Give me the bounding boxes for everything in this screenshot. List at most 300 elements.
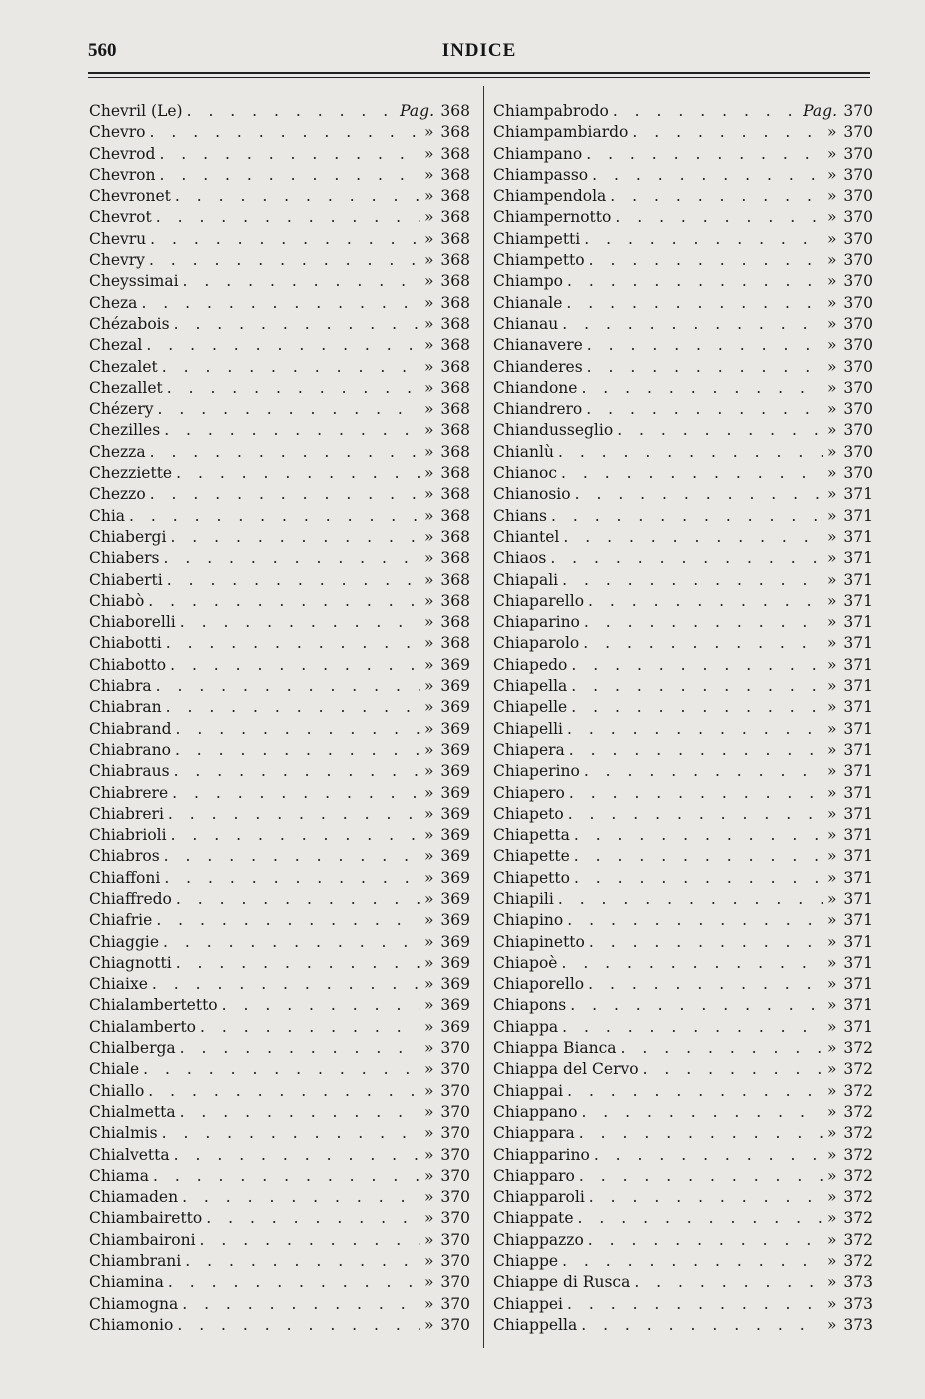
index-entry [89, 655, 470, 676]
entry-ditto-mark: » [827, 996, 837, 1015]
entry-page-number: 368 [440, 591, 470, 610]
index-entry [89, 1187, 470, 1208]
entry-name: Cheza [89, 293, 138, 312]
entry-page-number: 368 [440, 144, 470, 163]
dot-leader [176, 719, 420, 740]
dot-leader [584, 229, 823, 250]
index-entry [89, 633, 470, 654]
entry-ditto-mark: » [424, 464, 434, 483]
index-entry [493, 101, 873, 122]
index-entry [493, 953, 873, 974]
entry-page-number: 368 [440, 378, 470, 397]
entry-name: Chiabers [89, 549, 160, 568]
entry-ditto-mark: » [424, 868, 434, 887]
entry-name: Chiaperino [493, 762, 580, 781]
entry-page-number: 370 [843, 187, 873, 206]
entry-page-number: 371 [843, 527, 873, 546]
index-entry [493, 378, 873, 399]
entry-page-number: 369 [440, 655, 470, 674]
entry-ditto-mark: » [424, 932, 434, 951]
entry-ditto-mark: » [827, 421, 837, 440]
entry-name: Chiampambiardo [493, 123, 629, 142]
index-entry [493, 995, 873, 1016]
entry-ditto-mark: » [827, 570, 837, 589]
dot-leader [180, 1102, 420, 1123]
entry-ditto-mark: » [827, 314, 837, 333]
index-entry [89, 1017, 470, 1038]
page-header [88, 40, 870, 68]
entry-name: Chiallo [89, 1081, 145, 1100]
entry-name: Chianale [493, 293, 563, 312]
entry-ditto-mark: » [827, 506, 837, 525]
entry-ditto-mark: » [424, 1252, 434, 1271]
entry-page-number: 372 [843, 1102, 873, 1121]
entry-ditto-mark: » [827, 953, 837, 972]
entry-name: Chiantel [493, 527, 560, 546]
dot-leader [167, 570, 420, 591]
entry-page-number: 372 [843, 1081, 873, 1100]
dot-leader [187, 101, 397, 122]
entry-name: Chiafrie [89, 911, 153, 930]
index-entry [89, 570, 470, 591]
index-entry [89, 995, 470, 1016]
entry-name: Chianosio [493, 485, 571, 504]
header-rule-thin [88, 77, 870, 78]
dot-leader [562, 1017, 823, 1038]
entry-ditto-mark: » [827, 442, 837, 461]
entry-name: Chiabotto [89, 655, 167, 674]
dot-leader [581, 1102, 823, 1123]
entry-ditto-mark: » [827, 932, 837, 951]
entry-ditto-mark: » [424, 783, 434, 802]
dot-leader [175, 740, 420, 761]
entry-page-number: 372 [843, 1124, 873, 1143]
entry-ditto-mark: » [827, 847, 837, 866]
index-entry [493, 1017, 873, 1038]
dot-leader [156, 207, 420, 228]
dot-leader [166, 633, 420, 654]
entry-ditto-mark: » [827, 208, 837, 227]
entry-name: Chiapino [493, 911, 564, 930]
dot-leader [143, 1059, 420, 1080]
dot-leader [172, 783, 420, 804]
index-entry [89, 293, 470, 314]
dot-leader [587, 335, 823, 356]
entry-ditto-mark: » [424, 442, 434, 461]
entry-ditto-mark: » [424, 1294, 434, 1313]
entry-page-number: 370 [843, 123, 873, 142]
entry-name: Chiampetti [493, 229, 581, 248]
entry-name: Chianlù [493, 442, 554, 461]
entry-name: Chevry [89, 251, 145, 270]
entry-ditto-mark: » [424, 1102, 434, 1121]
entry-name: Chiampo [493, 272, 563, 291]
entry-page-number: 370 [843, 102, 873, 120]
index-entry [493, 868, 873, 889]
index-entry [89, 484, 470, 505]
entry-name: Chiabergi [89, 527, 167, 546]
entry-name: Chiabrioli [89, 826, 167, 845]
dot-leader [583, 633, 823, 654]
entry-ditto-mark: » [827, 144, 837, 163]
entry-ditto-mark: » [424, 1124, 434, 1143]
dot-leader [550, 548, 823, 569]
entry-name: Chevron [89, 165, 156, 184]
entry-page-number: 371 [843, 762, 873, 781]
entry-page-number: 372 [843, 1060, 873, 1079]
entry-ditto-mark: » [424, 634, 434, 653]
entry-name: Chevrot [89, 208, 152, 227]
index-entry [89, 825, 470, 846]
entry-ditto-mark: » [827, 719, 837, 738]
entry-name: Chiale [89, 1060, 140, 1079]
entry-ditto-mark: » [827, 1315, 837, 1334]
index-entry [493, 1166, 873, 1187]
entry-page-number: 371 [843, 613, 873, 632]
index-entry [493, 783, 873, 804]
entry-page-number: 370 [843, 314, 873, 333]
dot-leader [206, 1208, 420, 1229]
entry-page-number: 371 [843, 868, 873, 887]
index-entry [493, 570, 873, 591]
index-entry [89, 719, 470, 740]
dot-leader [584, 612, 823, 633]
dot-leader [588, 591, 823, 612]
index-entry [493, 122, 873, 143]
entry-ditto-mark: » [424, 677, 434, 696]
dot-leader [164, 868, 420, 889]
entry-ditto-mark: » [827, 655, 837, 674]
entry-name: Chiapette [493, 847, 570, 866]
dot-leader [182, 1187, 420, 1208]
entry-ditto-mark: » [827, 677, 837, 696]
dot-leader [200, 1017, 420, 1038]
entry-ditto-mark: » [827, 464, 837, 483]
dot-leader [574, 846, 823, 867]
dot-leader [561, 953, 823, 974]
entry-ditto-mark: » [424, 357, 434, 376]
entry-page-number: 369 [440, 698, 470, 717]
entry-page-number: 371 [843, 847, 873, 866]
entry-ditto-mark: » [424, 889, 434, 908]
dot-leader [563, 527, 823, 548]
entry-page-number: 370 [843, 229, 873, 248]
entry-ditto-mark: » [424, 1017, 434, 1036]
entry-page-number: 370 [440, 1252, 470, 1271]
entry-name: Chevronet [89, 187, 171, 206]
entry-name: Chiampano [493, 144, 583, 163]
entry-page-number: 373 [843, 1315, 873, 1334]
index-entry [89, 740, 470, 761]
page-title: INDICE [441, 40, 517, 61]
entry-ditto-mark: » [424, 506, 434, 525]
index-entry [493, 293, 873, 314]
entry-ditto-mark: » [424, 421, 434, 440]
dot-leader [621, 1038, 823, 1059]
entry-page-number: 371 [843, 677, 873, 696]
dot-leader [632, 122, 823, 143]
entry-ditto-mark: » [827, 1209, 837, 1228]
entry-ditto-mark: » [827, 293, 837, 312]
index-entry [89, 1294, 470, 1315]
entry-name: Chiappa [493, 1017, 559, 1036]
dot-leader [634, 1272, 823, 1293]
entry-name: Chiappei [493, 1294, 564, 1313]
entry-ditto-mark: » [827, 911, 837, 930]
page-number: 560 [88, 40, 117, 61]
index-entry [493, 527, 873, 548]
entry-name: Chialamberto [89, 1017, 197, 1036]
entry-ditto-mark: » [827, 378, 837, 397]
index-entry [493, 655, 873, 676]
entry-ditto-mark: » [827, 1188, 837, 1207]
dot-leader [200, 1230, 420, 1251]
entry-ditto-mark: » [827, 527, 837, 546]
dot-leader [562, 314, 823, 335]
dot-leader [581, 1315, 823, 1336]
entry-ditto-mark: » [827, 229, 837, 248]
index-entry [493, 144, 873, 165]
entry-name: Chianavere [493, 336, 583, 355]
entry-name: Chianoc [493, 464, 558, 483]
entry-ditto-mark: » [424, 740, 434, 759]
entry-name: Chiaffoni [89, 868, 161, 887]
entry-name: Chiapili [493, 889, 554, 908]
index-entry [89, 697, 470, 718]
index-entry [89, 1251, 470, 1272]
index-entry [89, 1059, 470, 1080]
entry-ditto-mark: » [424, 1188, 434, 1207]
entry-page-number: 371 [843, 549, 873, 568]
entry-page-number: 371 [843, 911, 873, 930]
entry-ditto-mark: » [827, 804, 837, 823]
index-entry [89, 953, 470, 974]
entry-page-number: 371 [843, 1017, 873, 1036]
entry-name: Chezziette [89, 464, 173, 483]
index-entry [89, 463, 470, 484]
dot-leader [176, 953, 420, 974]
entry-page-number: 369 [440, 953, 470, 972]
entry-ditto-mark: » [827, 549, 837, 568]
dot-leader [567, 1294, 823, 1315]
dot-leader [164, 846, 420, 867]
index-entry [493, 548, 873, 569]
entry-page-number: 373 [843, 1294, 873, 1313]
index-entry [89, 846, 470, 867]
entry-ditto-mark: » [827, 1273, 837, 1292]
entry-ditto-mark: » [827, 1017, 837, 1036]
dot-leader [643, 1059, 823, 1080]
entry-ditto-mark: » [827, 740, 837, 759]
dot-leader [571, 655, 823, 676]
dot-leader [569, 740, 823, 761]
entry-page-number: 369 [440, 868, 470, 887]
entry-name: Chiampabrodo [493, 102, 609, 120]
entry-name: Chiappano [493, 1102, 578, 1121]
dot-leader [150, 229, 420, 250]
entry-name: Chiapparoli [493, 1188, 585, 1207]
entry-ditto-mark: » [827, 1060, 837, 1079]
index-entry [89, 1123, 470, 1144]
entry-name: Chiabros [89, 847, 160, 866]
entry-name: Chiappazzo [493, 1230, 584, 1249]
entry-name: Chians [493, 506, 547, 525]
entry-page-number: 368 [440, 123, 470, 142]
entry-ditto-mark: » [827, 251, 837, 270]
index-entry [493, 463, 873, 484]
entry-name: Chialambertetto [89, 996, 218, 1015]
entry-name: Chia [89, 506, 126, 525]
entry-page-number: 370 [843, 251, 873, 270]
entry-name: Chianau [493, 314, 559, 333]
entry-ditto-mark: » [424, 698, 434, 717]
index-entry [493, 740, 873, 761]
entry-name: Chiappara [493, 1124, 575, 1143]
entry-name: Chiapelle [493, 698, 568, 717]
entry-page-number: 371 [843, 826, 873, 845]
entry-ditto-mark: » [827, 762, 837, 781]
entry-page-number: 370 [843, 165, 873, 184]
entry-name: Chiapparo [493, 1166, 575, 1185]
dot-leader [575, 484, 823, 505]
index-entry [493, 612, 873, 633]
dot-leader [141, 293, 420, 314]
entry-name: Chiampendola [493, 187, 607, 206]
index-entry [89, 250, 470, 271]
entry-name: Chiaixe [89, 975, 148, 994]
entry-name: Chezza [89, 442, 146, 461]
dot-leader [589, 932, 823, 953]
dot-leader [561, 463, 823, 484]
entry-name: Chiabrand [89, 719, 172, 738]
entry-page-number: 370 [440, 1209, 470, 1228]
dot-leader [594, 1145, 823, 1166]
dot-leader [174, 1145, 420, 1166]
entry-ditto-mark: » [827, 1081, 837, 1100]
entry-page-number: 368 [440, 251, 470, 270]
entry-name: Chiambaironi [89, 1230, 196, 1249]
entry-name: Chiandrero [493, 400, 583, 419]
dot-leader [566, 293, 823, 314]
entry-page-number: 368 [440, 442, 470, 461]
entry-page-number: 369 [440, 975, 470, 994]
entry-page-number: 372 [843, 1188, 873, 1207]
entry-page-number: 370 [843, 442, 873, 461]
entry-page-number: 371 [843, 932, 873, 951]
index-entry [493, 1102, 873, 1123]
entry-page-number: 369 [440, 783, 470, 802]
index-entry [89, 1208, 470, 1229]
entry-ditto-mark: » [827, 272, 837, 291]
entry-ditto-mark: » [827, 889, 837, 908]
index-entry [493, 761, 873, 782]
entry-ditto-mark: » [424, 123, 434, 142]
entry-ditto-mark: » [827, 187, 837, 206]
entry-page-number: 369 [440, 996, 470, 1015]
entry-page-number: 371 [843, 570, 873, 589]
entry-page-number: 371 [843, 698, 873, 717]
entry-page-number: 370 [440, 1230, 470, 1249]
entry-ditto-mark: » [424, 400, 434, 419]
entry-name: Chiaos [493, 549, 547, 568]
entry-ditto-mark: » [424, 847, 434, 866]
entry-ditto-mark: » [424, 314, 434, 333]
index-entry [89, 527, 470, 548]
dot-leader [574, 868, 823, 889]
entry-name: Chiappai [493, 1081, 564, 1100]
entry-ditto-mark: » [827, 698, 837, 717]
entry-page-number: 369 [440, 740, 470, 759]
dot-leader [589, 250, 823, 271]
index-entry [89, 399, 470, 420]
dot-leader [183, 271, 420, 292]
dot-leader [171, 825, 420, 846]
dot-leader [162, 1123, 420, 1144]
entry-name: Chiapella [493, 677, 568, 696]
entry-page-number: 371 [843, 634, 873, 653]
dot-leader [148, 591, 420, 612]
index-entry [89, 165, 470, 186]
index-entry [89, 101, 470, 122]
entry-name: Chiagnotti [89, 953, 172, 972]
index-entry [89, 207, 470, 228]
entry-name: Chiambrani [89, 1252, 182, 1271]
index-entry [493, 1038, 873, 1059]
entry-page-number: 370 [843, 272, 873, 291]
dot-leader [150, 442, 420, 463]
dot-leader [586, 144, 823, 165]
entry-page-number: 368 [440, 634, 470, 653]
index-entry [89, 868, 470, 889]
entry-page-number: 369 [440, 677, 470, 696]
dot-leader [170, 655, 420, 676]
entry-page-number: 372 [843, 1209, 873, 1228]
dot-leader [164, 548, 421, 569]
entry-name: Chiapetta [493, 826, 570, 845]
entry-ditto-mark: » [424, 336, 434, 355]
index-entry [493, 250, 873, 271]
entry-page-number: 369 [440, 826, 470, 845]
index-entry [89, 591, 470, 612]
index-entry [89, 1166, 470, 1187]
entry-name: Chézabois [89, 314, 170, 333]
dot-leader [569, 783, 823, 804]
entry-name: Chiappe [493, 1252, 559, 1271]
entry-page-number: 373 [843, 1273, 873, 1292]
dot-leader [159, 144, 420, 165]
entry-name: Chiabrere [89, 783, 169, 802]
entry-name: Chiabotti [89, 634, 162, 653]
entry-page-number: 368 [440, 272, 470, 291]
entry-name: Chiabraus [89, 762, 170, 781]
entry-page-number: 370 [440, 1166, 470, 1185]
index-entry [493, 719, 873, 740]
entry-page-number: 368 [440, 421, 470, 440]
entry-page-number: 372 [843, 1039, 873, 1058]
entry-ditto-mark: » [424, 208, 434, 227]
entry-page-number: 368 [440, 187, 470, 206]
dot-leader [579, 1123, 823, 1144]
dot-leader [153, 1166, 420, 1187]
entry-ditto-mark: » [424, 975, 434, 994]
entry-ditto-mark: » [827, 783, 837, 802]
dot-leader [562, 1251, 823, 1272]
dot-leader [149, 250, 420, 271]
entry-ditto-mark: » [827, 1294, 837, 1313]
entry-page-number: 369 [440, 847, 470, 866]
dot-leader [615, 207, 823, 228]
entry-ditto-mark: » [424, 719, 434, 738]
